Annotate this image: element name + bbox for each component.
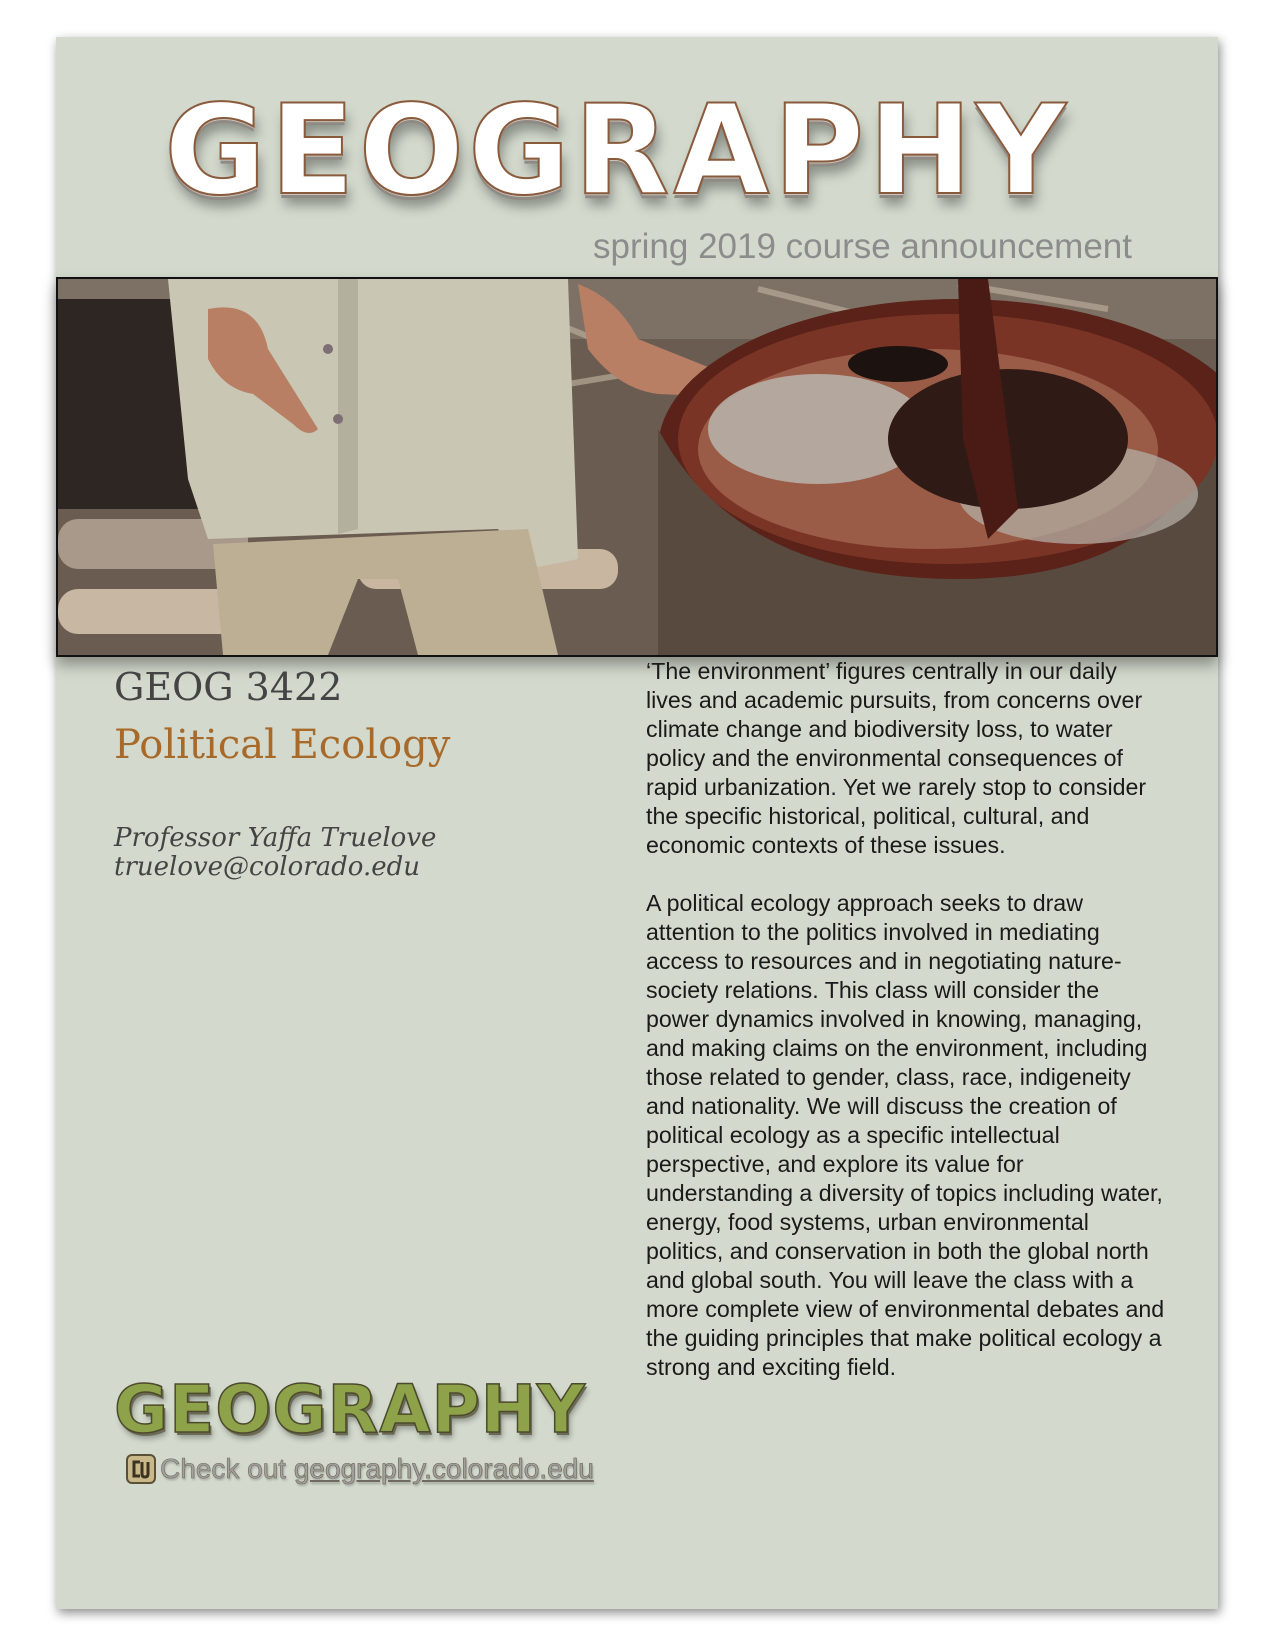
footer-link-row	[126, 1453, 594, 1485]
cu-logo-icon	[126, 1454, 156, 1484]
course-description	[646, 657, 1166, 1411]
professor-email[interactable]: truelove@colorado.edu	[114, 852, 421, 882]
footer-cta	[160, 1453, 594, 1485]
banner-title: GEOGRAPHY	[164, 79, 1070, 223]
hero-photo-tree-stump	[56, 277, 1218, 657]
geography-footer-logo: GEOGRAPHY	[114, 1371, 586, 1448]
announcement-page	[56, 37, 1218, 1609]
professor-name: Professor Yaffa Truelove	[114, 823, 437, 853]
description-paragraph-2: A political ecology approach seeks to draw attention to the politics involved in mediating access to resources and in negotiating nature-society relations. This class will consider the power dynamics involved in knowing, managing, and making claims on the environment, including those related to gender, class, race, indigeneity and nationality. We will discuss the creation of political ecology as a specific intellectual perspective, and explore its value for understanding a diversity of topics including water, energy, food systems, urban environmental politics, and conservation in both the global north and global south. You will leave the class with a more complete view of environmental debates and the guiding principles that make political ecology a strong and exciting field.	[646, 890, 1165, 1380]
footer-website-link[interactable]: geography.colorado.edu	[293, 1453, 594, 1484]
course-code: GEOG 3422	[114, 665, 343, 709]
course-name: Political Ecology	[114, 722, 451, 768]
description-paragraph-1: ‘The environment’ figures centrally in our daily lives and academic pursuits, from concerns over climate change and biodiversity loss, to water policy and the environmental consequences of rapid urbanization. Yet we rarely stop to consider the specific historical, political, cultural, and economic contexts of these issues.	[646, 658, 1147, 858]
footer-prefix: Check out	[160, 1453, 294, 1484]
announcement-subtitle: spring 2019 course announcement	[593, 227, 1132, 266]
